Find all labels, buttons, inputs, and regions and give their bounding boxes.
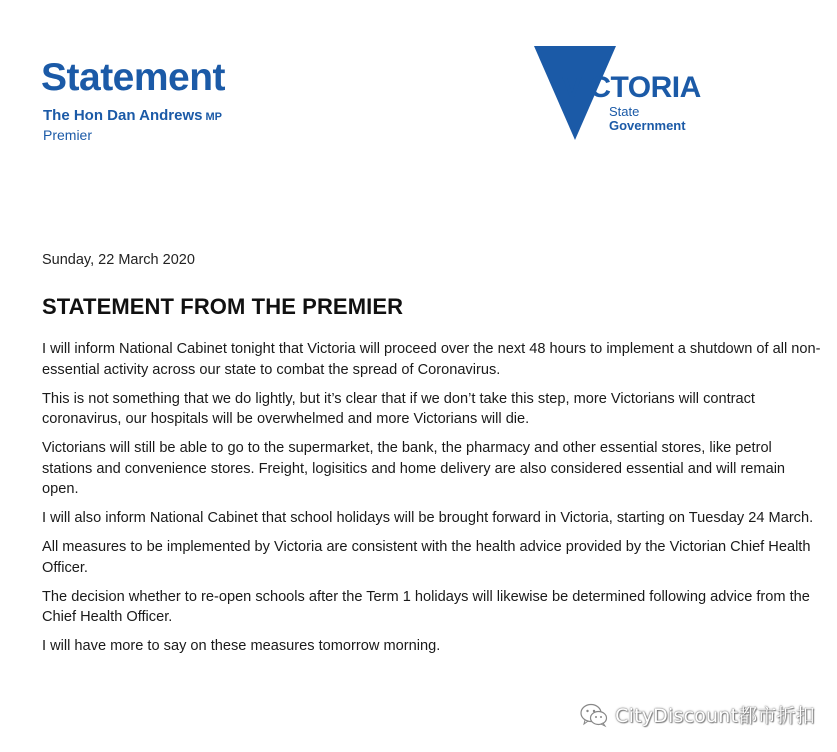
body-paragraph: I will have more to say on these measures tomorrow morning.: [42, 638, 441, 654]
watermark: [579, 701, 815, 728]
watermark-text: CityDiscount都市折扣: [615, 705, 815, 727]
statement-body: [42, 339, 822, 665]
minister-suffix: MP: [205, 111, 222, 123]
body-paragraph: I will also inform National Cabinet that school holidays will be brought forward in Victoria, starting on Tuesday 24 March.: [42, 510, 814, 526]
body-paragraph: All measures to be implemented by Victoria are consistent with the health advice provided by the Victorian Chief Health Officer.: [42, 539, 811, 576]
logo-wordmark: VICTORIA: [562, 71, 701, 104]
victoria-logo: [532, 44, 712, 144]
body-paragraph: Victorians will still be able to go to the supermarket, the bank, the pharmacy and other essential stores, like petrol stations and convenience stores. Freight, logisitics and home delivery are also considered essential and will remain open.: [42, 440, 786, 497]
masthead-title: Statement: [41, 56, 226, 99]
minister-role: Premier: [43, 127, 93, 143]
body-paragraph: This is not something that we do lightly, but it’s clear that if we don’t take this step, more Victorians will contract coronavirus, our hospitals will be overwhelmed and more Victorians will die.: [42, 390, 755, 427]
body-paragraph: The decision whether to re-open schools after the Term 1 holidays will likewise be determined following advice from the Chief Health Officer.: [42, 588, 810, 625]
statement-date: Sunday, 22 March 2020: [42, 252, 195, 268]
logo-line-government: Government: [609, 118, 686, 133]
minister-name: [43, 108, 222, 123]
minister-name-text: The Hon Dan Andrews: [43, 107, 203, 124]
body-paragraph: I will inform National Cabinet tonight that Victoria will proceed over the next 48 hours to implement a shutdown of all non-essential activity across our state to combat the spread of Coronavirus.: [42, 341, 821, 378]
wechat-icon: [579, 702, 609, 728]
logo-line-state: State: [609, 104, 640, 119]
statement-heading: STATEMENT FROM THE PREMIER: [42, 294, 404, 319]
